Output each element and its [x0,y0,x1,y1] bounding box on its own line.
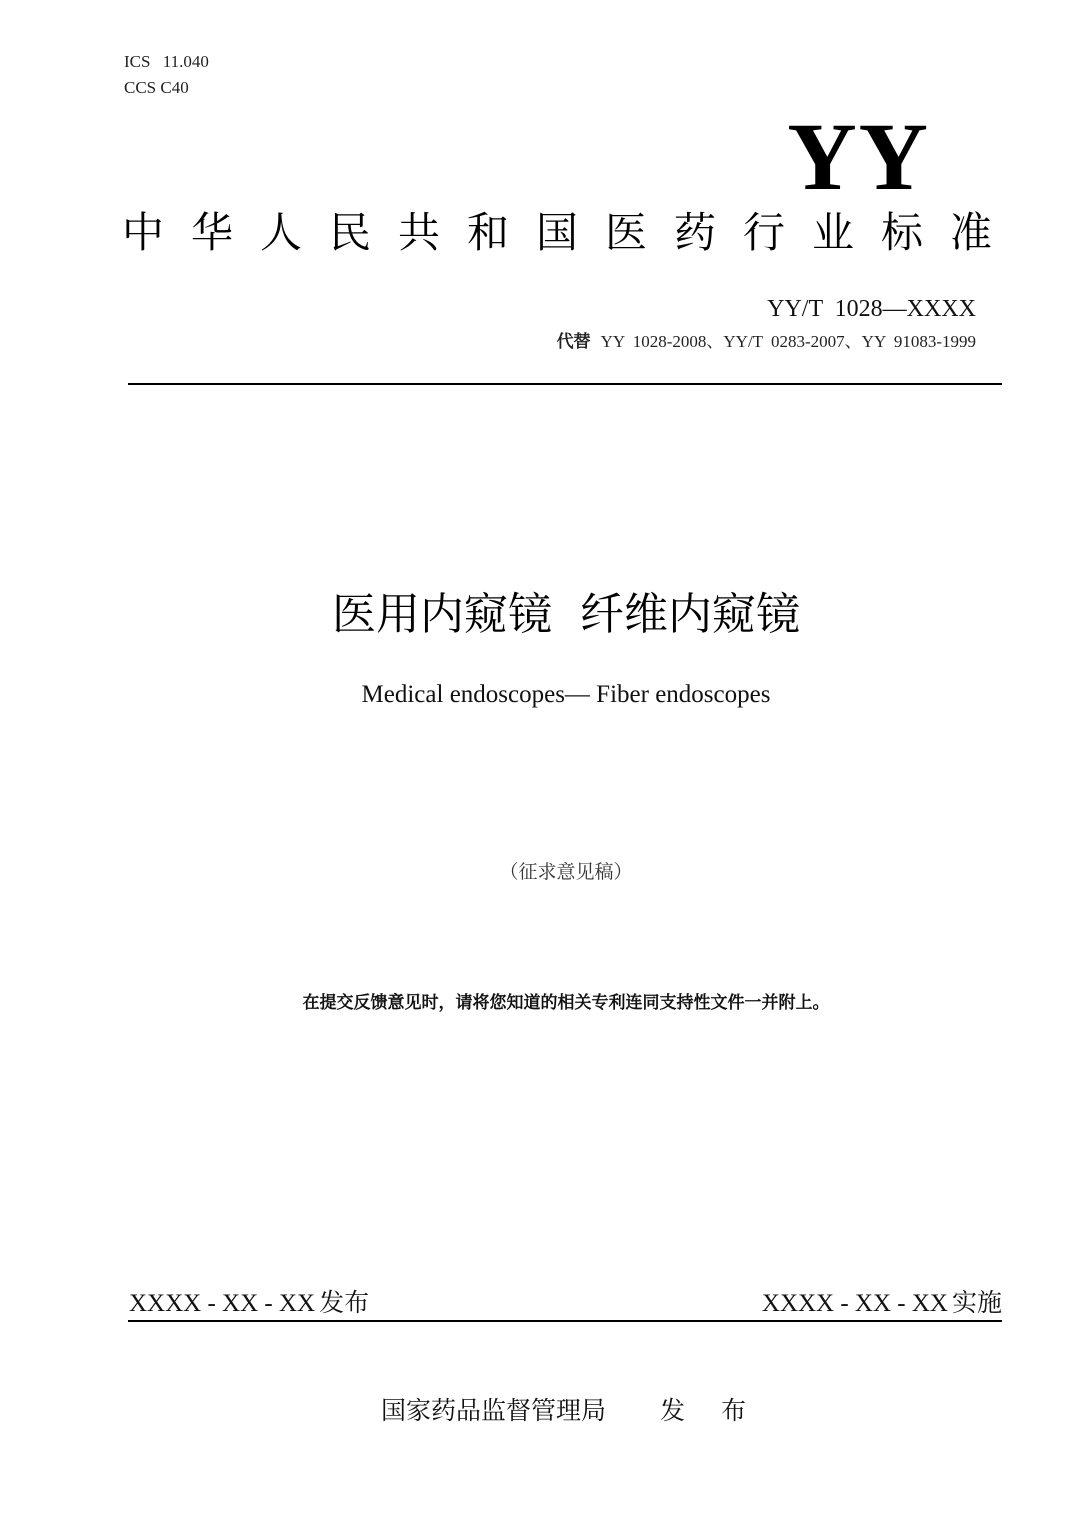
yy-logo: YY [787,103,930,210]
replaces-label: 代替 [556,332,591,352]
implementation-date-value: XXXX - XX - XX [761,1290,948,1317]
ccs-code: CCS C40 [124,78,189,97]
issuer-organization: 国家药品监督管理局 [381,1396,607,1425]
ics-code: ICS 11.040 [124,52,209,71]
footer-divider [128,1320,1002,1322]
standard-number: YY/T 1028—XXXX [767,296,976,322]
issue-label: 发布 [319,1288,370,1317]
replaces-line [557,330,976,354]
standard-category-title: 中华人民共和国医药行业标准 [122,208,1020,257]
document-title-cn: 医用内窥镜 纤维内窥镜 [332,589,800,640]
implementation-date [762,1286,1002,1321]
issuer-action: 发 布 [660,1396,760,1425]
document-title-en: Medical endoscopes— Fiber endoscopes [361,681,771,708]
implementation-label: 实施 [951,1288,1002,1317]
issue-date [129,1286,369,1321]
header-divider [128,383,1002,385]
patent-notice: 在提交反馈意见时，请将您知道的相关专利连同支持性文件一并附上。 [302,993,830,1013]
issue-date-value: XXXX - XX - XX [129,1290,316,1317]
draft-status: （征求意见稿） [499,861,633,883]
replaced-standards: YY 1028-2008、YY/T 0283-2007、YY 91083-1999 [600,332,976,351]
